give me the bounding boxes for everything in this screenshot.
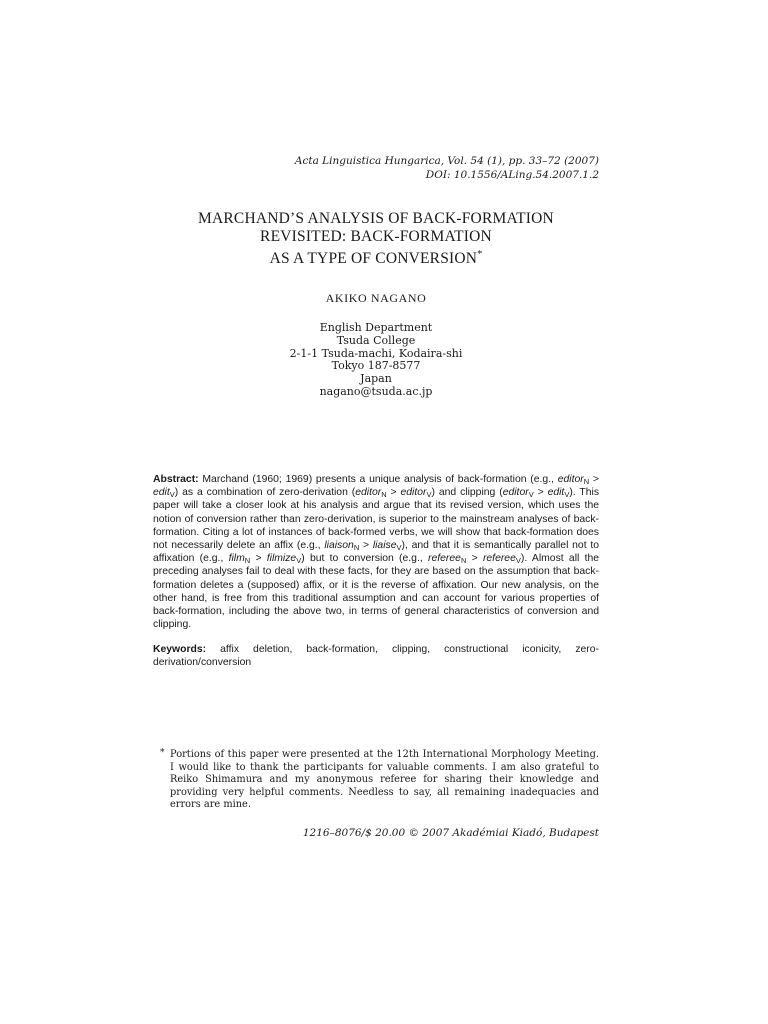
abstract-text: ). Almost all the preceding analyses fail to deal with these facts, for they are based on the assumption that back-formation deletes a (supposed) affix, or it is the reverse of affixation. Our new analysis, on the other hand, is free from this traditional assumption and can account for various properties of back-formation, including the above two, in terms of general characteristics of conversion and clipping. — [153, 553, 600, 631]
gt-symbol: > — [359, 540, 373, 552]
author-name: AKIKO NAGANO — [325, 291, 427, 305]
affiliation-block — [200, 322, 552, 399]
keywords-label: Keywords: — [153, 644, 207, 655]
pos-subscript: N — [244, 556, 251, 566]
abstract-paragraph — [153, 473, 599, 631]
pos-subscript: V — [515, 556, 521, 566]
example-word: filmize — [266, 553, 297, 565]
abstract-text: ). This paper will take a closer look at his analysis and argue that its revised version, which uses the notion of conversion rather than zero-derivation, is superior to the mainstream analyses of back-formation. Citing a lot of instances of back-formed verbs, we will show that back-formation does not necessarily delete an affix (e.g., — [153, 487, 600, 552]
abstract-text: ) and clipping ( — [431, 487, 503, 499]
footnote — [160, 748, 599, 812]
gt-symbol: > — [589, 474, 599, 485]
keywords-paragraph — [153, 643, 599, 669]
journal-header — [200, 154, 599, 182]
footnote-text: Portions of this paper were presented at the 12th International Morphology Meeting. I would like to thank the participants for valuable comments. I am also grateful to Reiko Shimamura and my anonymous referee for sharing their knowledge and providing very helpful comments. Needless to say, all remaining inadequacies and errors are mine. — [170, 749, 599, 811]
title-footnote-mark: * — [477, 249, 483, 260]
example-word: editor — [355, 487, 382, 499]
paper-title — [100, 210, 652, 268]
gt-symbol: > — [533, 487, 548, 499]
gt-symbol: > — [386, 487, 401, 499]
pos-subscript: V — [296, 556, 302, 566]
pos-subscript: V — [426, 490, 432, 500]
pos-subscript: V — [528, 490, 534, 500]
example-word: editor — [502, 487, 529, 499]
footnote-mark: * — [160, 748, 165, 758]
pos-subscript: N — [460, 556, 467, 566]
example-word: edit — [153, 487, 170, 499]
abstract-label: Abstract: — [153, 474, 199, 485]
abstract-text: ) as a combination of zero-derivation ( — [174, 487, 356, 499]
title-line-3-text: AS A TYPE OF CONVERSION — [269, 250, 478, 268]
abstract-text: Marchand (1960; 1969) presents a unique analysis of back-formation (e.g., — [202, 474, 558, 485]
example-word: editor — [400, 487, 427, 499]
title-line-1: MARCHAND’S ANALYSIS OF BACK-FORMATION — [198, 210, 554, 227]
example-word: liaise — [372, 540, 397, 552]
author-email: nagano@tsuda.ac.jp — [319, 384, 433, 398]
example-word: referee — [482, 553, 516, 565]
abstract-text: ), and that it is semantically parallel not to affixation (e.g., — [153, 540, 600, 565]
affiliation-college: Tsuda College — [336, 333, 416, 347]
example-word: referee — [428, 553, 461, 565]
example-word: editor — [557, 474, 584, 485]
pos-subscript: V — [564, 490, 570, 500]
affiliation-department: English Department — [319, 321, 433, 334]
pos-subscript: N — [381, 490, 387, 500]
abstract-text: ) but to conversion (e.g., — [301, 553, 428, 565]
example-word: film — [228, 553, 245, 565]
title-line-3 — [100, 246, 652, 268]
example-word: liaison — [324, 540, 354, 552]
pos-subscript: N — [583, 477, 590, 486]
gt-symbol: > — [466, 553, 483, 565]
pos-subscript: V — [396, 543, 402, 553]
doi-line: DOI: 10.1556/ALing.54.2007.1.2 — [425, 169, 599, 181]
publisher-line: 1216–8076/$ 20.00 © 2007 Akadémiai Kiadó, Budapest — [302, 827, 599, 839]
example-word: edit — [547, 487, 565, 499]
keywords-text: affix deletion, back-formation, clipping, constructional iconicity, zero-derivation/conversion — [153, 644, 600, 669]
title-line-2: REVISITED: BACK-FORMATION — [260, 228, 492, 245]
affiliation-city: Tokyo 187-8577 — [331, 359, 421, 373]
pos-subscript: N — [353, 543, 360, 553]
affiliation-street: 2-1-1 Tsuda-machi, Kodaira-shi — [289, 346, 463, 360]
journal-citation: Acta Linguistica Hungarica, Vol. 54 (1), pp. 33–72 (2007) — [294, 155, 599, 167]
affiliation-country: Japan — [360, 372, 392, 386]
pos-subscript: V — [169, 490, 175, 500]
gt-symbol: > — [250, 553, 267, 565]
